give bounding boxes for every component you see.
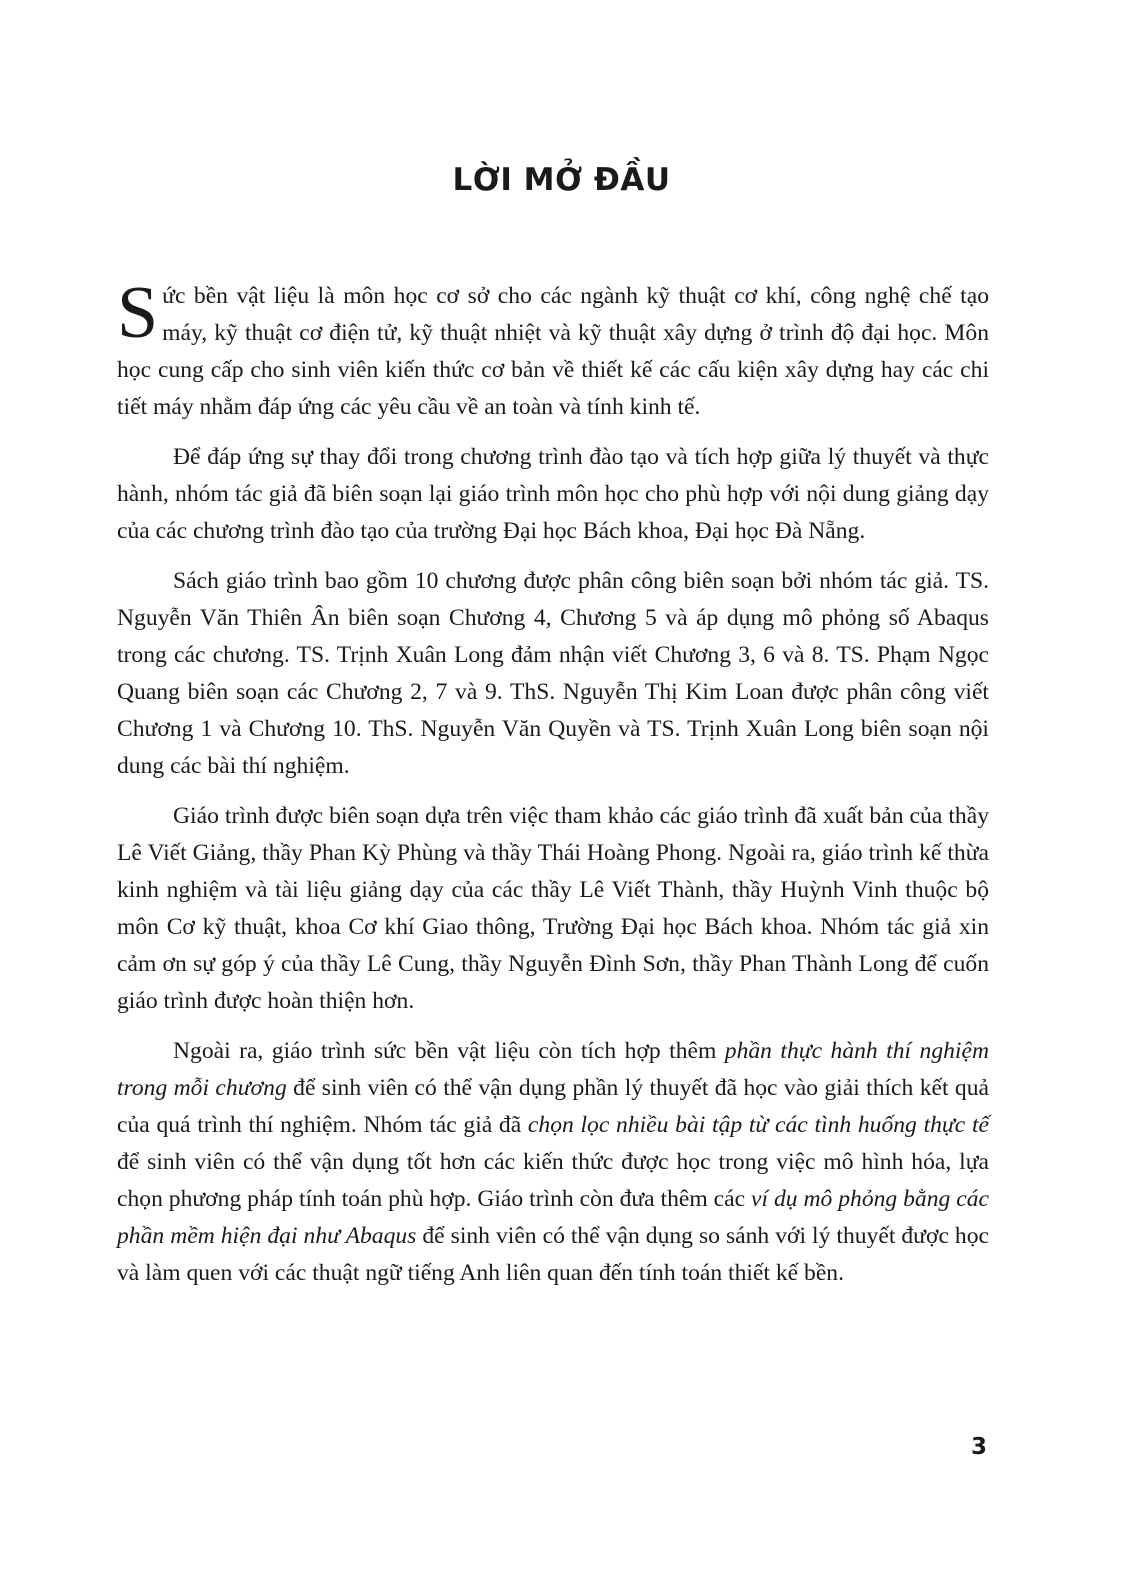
preface-body (117, 272, 989, 1305)
paragraph-1-text: ức bền vật liệu là môn học cơ sở cho các ngành kỹ thuật cơ khí, công nghệ chế tạo máy, kỹ thuật cơ điện tử, kỹ thuật nhiệt và kỹ thuật xây dựng ở trình độ đại học. Môn học cung cấp cho sinh viên kiến thức cơ bản về thiết kế các cấu kiện xây dựng hay các chi tiết máy nhằm đáp ứng các yêu cầu về an toàn và tính kinh tế. (117, 283, 989, 420)
paragraph-2: Để đáp ứng sự thay đổi trong chương trình đào tạo và tích hợp giữa lý thuyết và thực hành, nhóm tác giả đã biên soạn lại giáo trình môn học cho phù hợp với nội dung giảng dạy của các chương trình đào tạo của trường Đại học Bách khoa, Đại học Đà Nẵng. (117, 444, 989, 544)
paragraph-5-text-2: để sinh viên có thể vận dụng phần lý thuyết đã học vào giải thích kết quả của quá trình thí nghiệm. Nhóm tác giả đã (117, 1075, 989, 1138)
paragraph-5-text-3: để sinh viên có thể vận dụng tốt hơn các kiến thức được học trong việc mô hình hóa, lựa chọn phương pháp tính toán phù hợp. Giáo trình còn đưa thêm các (117, 1149, 989, 1212)
paragraph-3: Sách giáo trình bao gồm 10 chương được phân công biên soạn bởi nhóm tác giả. TS. Nguyễn Văn Thiên Ân biên soạn Chương 4, Chương 5 và áp dụng mô phỏng số Abaqus trong các chương. TS. Trịnh Xuân Long đảm nhận viết Chương 3, 6 và 8. TS. Phạm Ngọc Quang biên soạn các Chương 2, 7 và 9. ThS. Nguyễn Thị Kim Loan được phân công viết Chương 1 và Chương 10. ThS. Nguyễn Văn Quyền và TS. Trịnh Xuân Long biên soạn nội dung các bài thí nghiệm. (117, 568, 989, 779)
paragraph-5 (117, 1033, 989, 1292)
paragraph-1 (117, 272, 989, 426)
paragraph-5-text-4: để sinh viên có thể vận dụng so sánh với lý thuyết được học và làm quen với các thuật ngữ tiếng Anh liên quan đến tính toán thiết kế bền. (117, 1223, 989, 1286)
paragraph-4: Giáo trình được biên soạn dựa trên việc tham khảo các giáo trình đã xuất bản của thầy Lê Viết Giảng, thầy Phan Kỳ Phùng và thầy Thái Hoàng Phong. Ngoài ra, giáo trình kế thừa kinh nghiệm và tài liệu giảng dạy của các thầy Lê Viết Thành, thầy Huỳnh Vinh thuộc bộ môn Cơ kỹ thuật, khoa Cơ khí Giao thông, Trường Đại học Bách khoa. Nhóm tác giả xin cảm ơn sự góp ý của thầy Lê Cung, thầy Nguyễn Đình Sơn, thầy Phan Thành Long để cuốn giáo trình được hoàn thiện hơn. (117, 803, 989, 1014)
page-number: 3 (970, 1434, 987, 1460)
paragraph-5-text-1: Ngoài ra, giáo trình sức bền vật liệu còn tích hợp thêm (173, 1038, 725, 1064)
paragraph-5-italic-2: chọn lọc nhiều bài tập từ các tình huống thực tế (527, 1112, 989, 1138)
page-title: LỜI MỞ ĐẦU (452, 162, 671, 198)
drop-cap: S (117, 272, 159, 354)
paragraph-5-italic-3: ví dụ mô phỏng bằng các phần mềm hiện đại như Abaqus (117, 1186, 989, 1249)
paragraph-5-italic-1: phần thực hành thí nghiệm trong mỗi chương (117, 1038, 989, 1101)
